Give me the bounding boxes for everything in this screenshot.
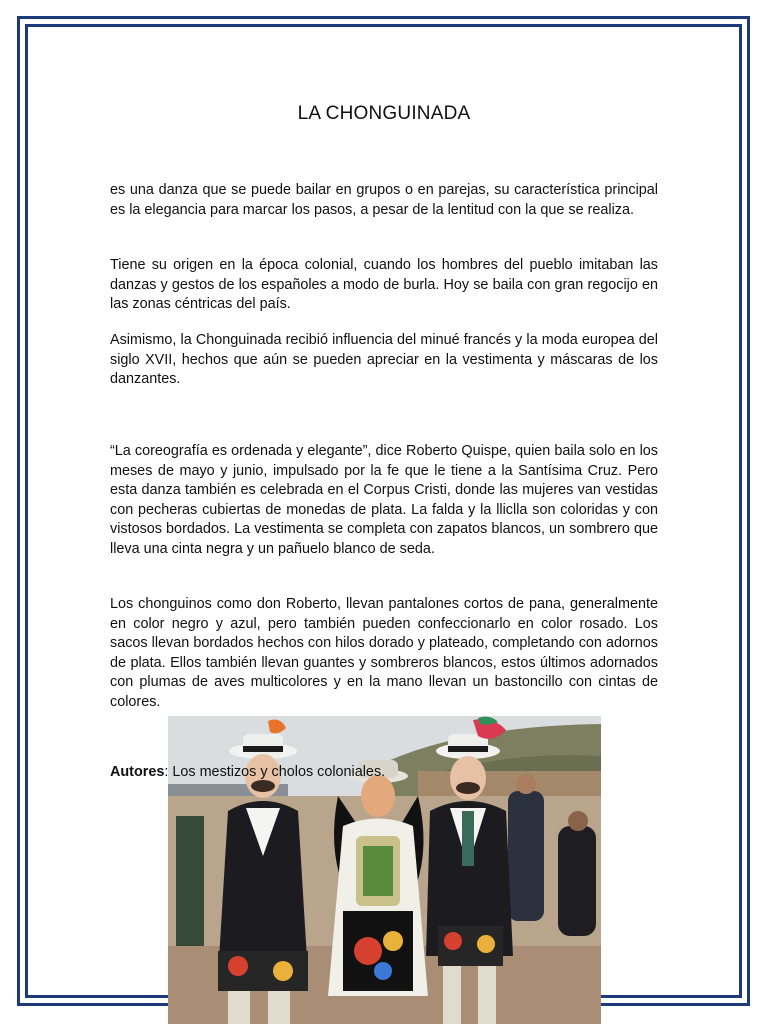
paragraph-1: es una danza que se puede bailar en grupos o en parejas, su característica principal es la elegancia para marcar los pasos, a pesar de la lentitud con la que se realiza.: [110, 182, 658, 218]
authors-line: [110, 763, 385, 782]
paragraph-4: “La coreografía es ordenada y elegante”, dice Roberto Quispe, quien baila solo en los meses de mayo y junio, impulsado por la fe que le tiene a la Santísima Cruz. Pero esta danza también es celebrada en el Corpus Cristi, donde las mujeres van vestidas con pecheras cubiertas de monedas de plata. La falda y la lliclla son coloridas y con vistosos bordados. La vestimenta se completa con zapatos blancos, un sombrero que lleva una cinta negra y un pañuelo blanco de seda.: [110, 443, 658, 557]
paragraph-2: Tiene su origen en la época colonial, cuando los hombres del pueblo imitaban las danzas y gestos de los españoles a modo de burla. Hoy se baila con gran regocijo en las zonas céntricas del país.: [110, 257, 658, 312]
paragraph-5: Los chonguinos como don Roberto, llevan pantalones cortos de pana, generalmente en color negro y azul, pero también pueden confeccionarlo en color rosado. Los sacos llevan bordados hechos con hilos dorado y plateado, completando con adornos de plata. Ellos también llevan guantes y sombreros blancos, estos últimos adornados con plumas de aves multicolores y en la mano llevan un bastoncillo con cintas de colores.: [110, 596, 658, 710]
document-title: LA CHONGUINADA: [297, 103, 471, 124]
authors-value: : Los mestizos y cholos coloniales.: [164, 764, 386, 780]
authors-label: Autores: [110, 764, 165, 780]
paragraph-3: Asimismo, la Chonguinada recibió influencia del minué francés y la moda europea del siglo XVII, hechos que aún se pueden apreciar en la vestimenta y máscaras de los danzantes.: [110, 332, 658, 387]
